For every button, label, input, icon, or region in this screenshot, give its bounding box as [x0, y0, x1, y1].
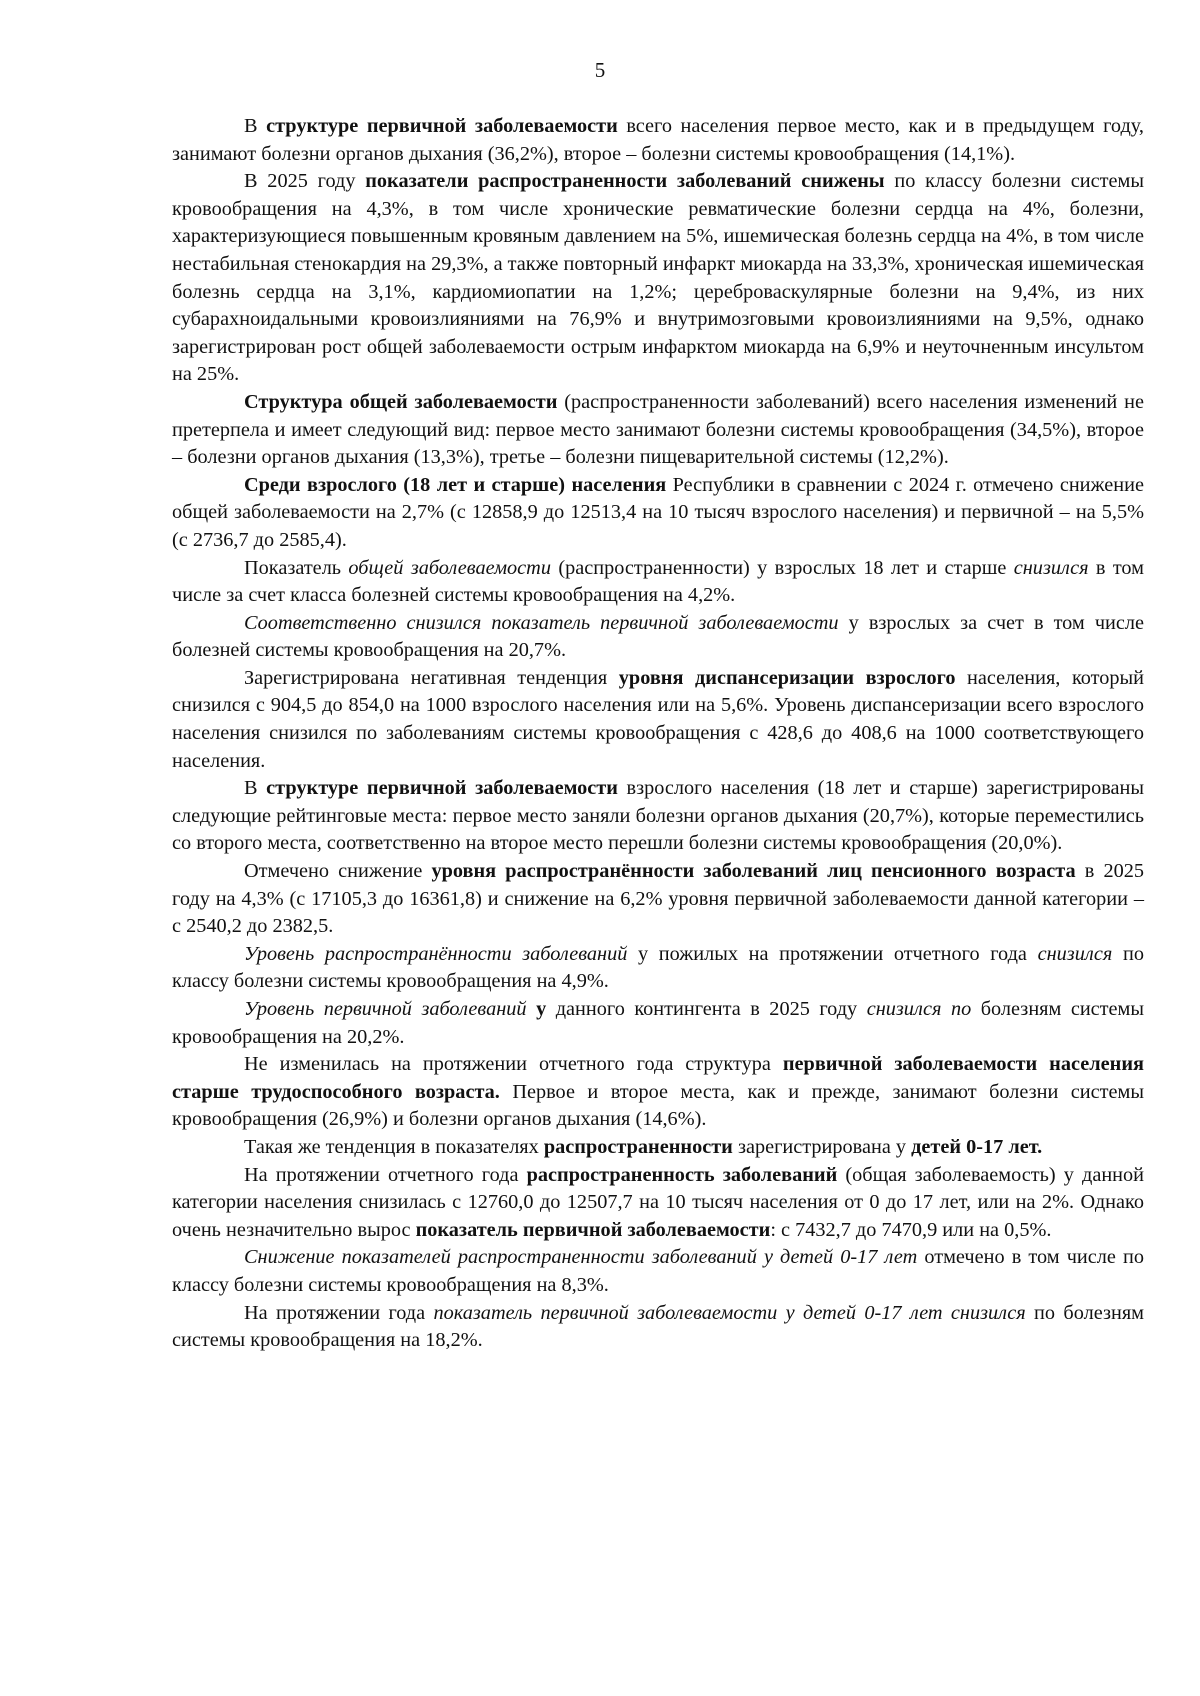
bold-text: у	[536, 998, 547, 1020]
paragraph	[172, 665, 1144, 775]
italic-text: Соответственно снизился показатель первичной заболеваемости	[244, 611, 839, 634]
text-run: данного контингента в 2025 году	[546, 998, 867, 1020]
italic-text: Уровень первичной заболеваний	[244, 998, 527, 1020]
text-run: отмечено в том числе по классу болезни системы кровообращения на 8,3%.	[172, 1246, 1144, 1296]
text-run	[527, 998, 537, 1020]
text-run: Такая же тенденция в показателях	[244, 1135, 544, 1158]
text-run: по классу болезни системы кровообращения на 4,9%.	[172, 942, 1144, 993]
bold-text: распространенности	[543, 1135, 733, 1158]
bold-text: показатель первичной заболеваемости	[415, 1218, 771, 1241]
text-run: зарегистрирована у	[732, 1135, 912, 1158]
paragraph	[172, 1134, 1144, 1162]
paragraph	[172, 1244, 1144, 1299]
italic-text: снизился по	[866, 998, 972, 1020]
italic-text: Снижение показателей распространенности заболеваний у детей 0-17 лет	[244, 1246, 918, 1269]
text-run: в 2025 году на 4,3% (с 17105,3 до 16361,8) и снижение на 6,2% уровня первичной заболеваемости данной категории – с 2540,2 до 2382,5.	[172, 860, 1145, 938]
bold-text: распространенность заболеваний	[526, 1163, 838, 1186]
bold-text: первичной заболеваемости населения старше трудоспособного возраста.	[172, 1053, 1144, 1103]
text-run: Зарегистрирована негативная тенденция	[244, 666, 619, 689]
paragraph	[172, 941, 1144, 996]
text-run: населения, который снизился с 904,5 до 854,0 на 1000 взрослого населения или на 5,6%. Уровень диспансеризации всего взрослого населения снизился по заболеваниям системы кровообращения с 428,6 до 408,6 на 1000 соответствующего населения.	[172, 666, 1144, 772]
italic-text: снизился	[1013, 556, 1089, 579]
italic-text: общей заболеваемости	[348, 556, 551, 579]
text-run: В	[244, 115, 267, 137]
paragraph	[172, 472, 1144, 555]
paragraph	[172, 1051, 1144, 1134]
paragraph	[172, 610, 1144, 665]
text-run: по болезням системы кровообращения на 18,2%.	[172, 1301, 1144, 1352]
bold-text: показатели распространенности заболеваний снижены	[365, 170, 885, 193]
text-run: у пожилых на протяжении отчетного года	[627, 942, 1038, 965]
text-run: (распространенности заболеваний) всего населения изменений не претерпела и имеет следующий вид: первое место занимают болезни системы кровообращения (34,5%), второе – болезни органов дыхания (13,3%), третье – болезни пищеварительной системы (12,2%).	[172, 390, 1145, 469]
text-run: Отмечено снижение	[244, 860, 432, 883]
italic-text: Уровень распространённости заболеваний	[244, 942, 628, 965]
text-run: (общая заболеваемость) у данной категории населения снизилась с 12760,0 до 12507,7 на 10 тысяч населения от 0 до 17 лет, или на 2%. Однако очень незначительно вырос	[172, 1163, 1145, 1241]
text-run: Республики в сравнении с 2024 г. отмечено снижение общей заболеваемости на 2,7% (с 12858,9 до 12513,4 на 10 тысяч взрослого населения) и первичной – на 5,5% (с 2736,7 до 2585,4).	[172, 473, 1144, 551]
paragraph	[172, 775, 1144, 858]
text-run: Показатель	[244, 556, 349, 579]
text-run: : с 7432,7 до 7470,9 или на 0,5%.	[770, 1218, 1052, 1241]
paragraph	[172, 996, 1144, 1051]
bold-text: детей 0-17 лет.	[911, 1135, 1043, 1158]
text-run: Первое и второе места, как и прежде, занимают болезни системы кровообращения (26,9%) и болезни органов дыхания (14,6%).	[172, 1080, 1144, 1131]
bold-text: структуре первичной заболеваемости	[266, 115, 618, 137]
bold-text: уровня диспансеризации взрослого	[618, 666, 956, 689]
text-run: В 2025 году	[244, 170, 366, 193]
text-run: В	[244, 777, 267, 800]
italic-text: снизился	[1037, 942, 1113, 965]
paragraph	[172, 113, 1144, 168]
document-body	[172, 113, 1144, 1355]
bold-text: уровня распространённости заболеваний лиц пенсионного возраста	[431, 860, 1076, 883]
italic-text: показатель первичной заболеваемости у детей 0-17 лет снизился	[433, 1301, 1026, 1324]
text-run: всего населения первое место, как и в предыдущем году, занимают болезни органов дыхания (36,2%), второе – болезни системы кровообращения (14,1%).	[172, 115, 1144, 165]
bold-text: структуре первичной заболеваемости	[266, 777, 618, 800]
bold-text: Структура общей заболеваемости	[244, 390, 558, 413]
text-run: Не изменилась на протяжении отчетного года структура	[244, 1053, 783, 1076]
text-run: у взрослых за счет в том числе болезней системы кровообращения на 20,7%.	[172, 611, 1144, 662]
text-run: На протяжении года	[244, 1301, 434, 1324]
paragraph	[172, 389, 1144, 472]
bold-text: Среди взрослого (18 лет и старше) населения	[244, 473, 667, 496]
paragraph	[172, 858, 1144, 941]
paragraph	[172, 1162, 1144, 1245]
text-run: болезням системы кровообращения на 20,2%.	[172, 998, 1145, 1048]
text-run: в том числе за счет класса болезней системы кровообращения на 4,2%.	[172, 556, 1144, 607]
text-run: (распространенности) у взрослых 18 лет и старше	[550, 556, 1014, 579]
text-run: взрослого населения (18 лет и старше) зарегистрированы следующие рейтинговые места: первое место заняли болезни органов дыхания (20,7%), которые переместились со второго места, соответственно на второе место перешли болезни системы кровообращения (20,0%).	[172, 777, 1144, 855]
page-number: 5	[594, 58, 606, 82]
paragraph	[172, 168, 1144, 389]
text-run: На протяжении отчетного года	[244, 1163, 527, 1186]
text-run: по классу болезни системы кровообращения на 4,3%, в том числе хронические ревматические болезни сердца на 4%, болезни, характеризующиеся повышенным кровяным давлением на 5%, ишемическая болезнь сердца на 4%, в том числе нестабильная стенокардия на 29,3%, а также повторный инфаркт миокарда на 33,3%, хроническая ишемическая болезнь сердца на 3,1%, кардиомиопатии на 1,2%; цереброваскулярные болезни на 9,4%, из них субарахноидальными кровоизлияниями на 76,9% и внутримозговыми кровоизлияниями на 9,5%, однако зарегистрирован рост общей заболеваемости острым инфарктом миокарда на 6,9% и неуточненным инсультом на 25%.	[172, 170, 1144, 386]
paragraph	[172, 1300, 1144, 1355]
paragraph	[172, 555, 1144, 610]
